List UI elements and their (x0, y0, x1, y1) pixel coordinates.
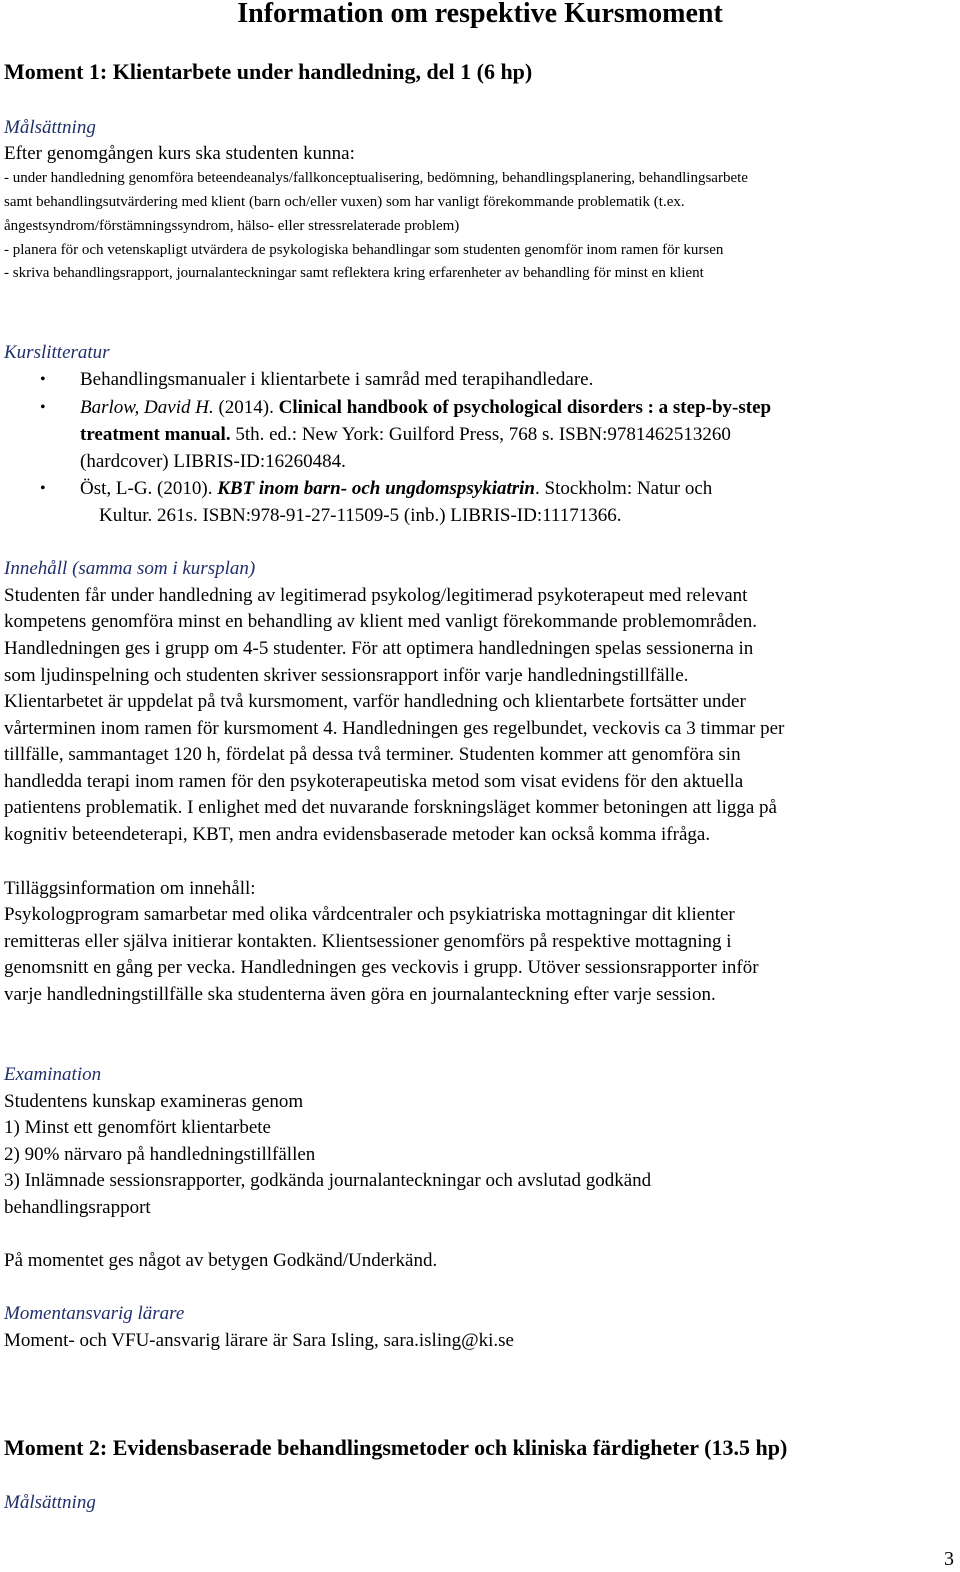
innehall-line: tillfälle, sammantaget 120 h, fördelat på dessa två terminer. Studenten kommer att genomföra sin (4, 744, 741, 765)
malsattning-line: samt behandlingsutvärdering med klient (barn och/eller vuxen) som har vanligt förekommande problematik (t.ex. (4, 194, 685, 210)
lit2-author: Barlow, David H. (80, 397, 214, 418)
examination-line: Studentens kunskap examineras genom (4, 1091, 304, 1112)
literature-item-1: Behandlingsmanualer i klientarbete i samråd med terapihandledare. (80, 369, 594, 390)
examination-line: 1) Minst ett genomfört klientarbete (4, 1117, 271, 1138)
literature-item-3 (80, 479, 712, 498)
innehall-line: kompetens genomföra minst en behandling av klient med vanligt förekommande problemområden. (4, 611, 757, 632)
kurslitteratur-heading: Kurslitteratur (4, 342, 110, 363)
ansvarig-text: Moment- och VFU-ansvarig lärare är Sara Isling, sara.isling@ki.se (4, 1330, 514, 1351)
malsattning-heading: Målsättning (4, 117, 96, 138)
examination-line: behandlingsrapport (4, 1197, 151, 1218)
malsattning-line: - under handledning genomföra beteendeanalys/fallkonceptualisering, bedömning, behandlingsplanering, behandlingsarbete (4, 170, 748, 186)
innehall-line: patientens problematik. I enlighet med det nuvarande forskningsläget kommer betoningen att ligga på (4, 797, 777, 818)
tillagg-heading: Tilläggsinformation om innehåll: (4, 878, 256, 899)
malsattning-line: - planera för och vetenskapligt utvärdera de psykologiska behandlingar som studenten genomför inom ramen för kursen (4, 242, 724, 258)
bullet: • (40, 399, 46, 416)
malsattning-line: - skriva behandlingsrapport, journalanteckningar samt reflektera kring erfarenheter av behandling för minst en klient (4, 265, 704, 281)
literature-item-2 (80, 398, 771, 417)
lit2-title-a: Clinical handbook of psychological disorders : a step-by-step (278, 397, 772, 418)
lit3-rest-a: . Stockholm: Natur och (535, 478, 713, 499)
malsattning-line: ångestsyndrom/förstämningssyndrom, hälso- eller stressrelaterade problem) (4, 218, 460, 234)
examination-line: 2) 90% närvaro på handledningstillfällen (4, 1144, 316, 1165)
lit2-rest-b: 5th. ed.: New York: Guilford Press, 768 s. ISBN:9781462513260 (230, 424, 731, 445)
innehall-line: kognitiv beteendeterapi, KBT, men andra evidensbaserade metoder kan också komma ifråga. (4, 824, 711, 845)
innehall-line: som ljudinspelning och studenten skriver sessionsrapport inför varje handledningstillfälle. (4, 665, 689, 686)
literature-item-3-cont: Kultur. 261s. ISBN:978-91-27-11509-5 (inb.) LIBRIS-ID:11171366. (99, 505, 622, 526)
innehall-line: handledda terapi inom ramen för den psykoterapeutiska metod som visat evidens för den aktuella (4, 771, 744, 792)
literature-item-2-cont: (hardcover) LIBRIS-ID:16260484. (80, 451, 346, 472)
tillagg-line: genomsnitt en gång per vecka. Handledningen ges veckovis i grupp. Utöver sessionsrapporter inför (4, 957, 759, 978)
innehall-line: vårterminen inom ramen för kursmoment 4. Handledningen ges regelbundet, veckovis ca 3 timmar per (4, 718, 785, 739)
lit2-year: (2014). (213, 397, 279, 418)
betyg-text: På momentet ges något av betygen Godkänd/Underkänd. (4, 1250, 438, 1271)
innehall-line: Klientarbetet är uppdelat på två kursmoment, varför handledning och klientarbete fortsätter under (4, 691, 746, 712)
innehall-line: Studenten får under handledning av legitimerad psykolog/legitimerad psykoterapeut med relevant (4, 585, 748, 606)
moment1-heading: Moment 1: Klientarbete under handledning, del 1 (6 hp) (4, 59, 533, 84)
bullet: • (40, 371, 46, 388)
ansvarig-heading: Momentansvarig lärare (4, 1303, 185, 1324)
tillagg-line: varje handledningstillfälle ska studenterna även göra en journalanteckning efter varje session. (4, 984, 716, 1005)
page-number: 3 (944, 1548, 954, 1570)
examination-heading: Examination (4, 1064, 102, 1085)
malsattning-intro: Efter genomgången kurs ska studenten kunna: (4, 143, 355, 164)
literature-item-2-cont (80, 425, 731, 444)
innehall-heading: Innehåll (samma som i kursplan) (4, 558, 256, 579)
bullet: • (40, 480, 46, 497)
lit3-title: KBT inom barn- och ungdomspsykiatrin (217, 478, 535, 499)
page-title: Information om respektive Kursmoment (237, 0, 723, 29)
moment2-heading: Moment 2: Evidensbaserade behandlingsmetoder och kliniska färdigheter (13.5 hp) (4, 1435, 788, 1460)
moment2-malsattning-heading: Målsättning (4, 1492, 96, 1513)
tillagg-line: remitteras eller själva initierar kontakten. Klientsessioner genomförs på respektive mottagning i (4, 931, 732, 952)
tillagg-line: Psykologprogram samarbetar med olika vårdcentraler och psykiatriska mottagningar dit klienter (4, 904, 735, 925)
innehall-line: Handledningen ges i grupp om 4-5 studenter. För att optimera handledningen spelas sessionerna in (4, 638, 754, 659)
lit3-author: Öst, L-G. (2010). (80, 478, 218, 499)
lit2-title-b: treatment manual. (80, 424, 231, 445)
examination-line: 3) Inlämnade sessionsrapporter, godkända journalanteckningar och avslutad godkänd (4, 1170, 652, 1191)
